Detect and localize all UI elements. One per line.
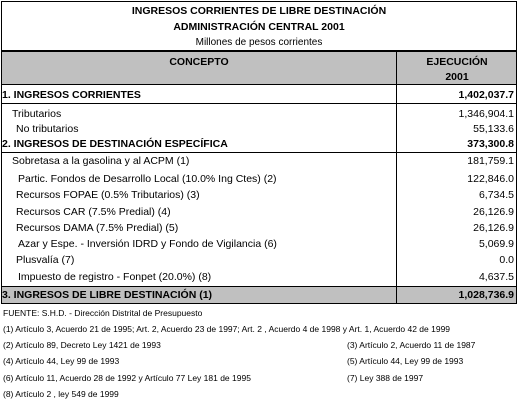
row-separator [1,103,517,104]
footnote-5: (5) Artículo 44, Ley 99 de 1993 [347,356,464,366]
table-row [2,153,516,169]
table-row [2,121,516,137]
row-value: 1,346,904.1 [458,108,514,120]
table-row [2,269,516,285]
table-row [2,136,516,152]
source-note: FUENTE: S.H.D. - Dirección Distrital de Presupuesto [3,308,203,318]
row-label: Recursos CAR (7.5% Predial) (4) [16,206,171,218]
table-row [2,187,516,203]
column-header-ejecucion-label: EJECUCIÓN [426,56,488,68]
report-title: INGRESOS CORRIENTES DE LIBRE DESTINACIÓN [131,5,387,17]
footnote-8: (8) Artículo 2 , ley 549 de 1999 [3,389,119,399]
footnote-7: (7) Ley 388 de 1997 [347,373,424,383]
table-header [1,51,517,85]
row-label: 1. INGRESOS CORRIENTES [2,89,141,101]
row-value: 1,402,037.7 [458,89,514,101]
row-value: 26,126.9 [473,206,514,218]
table-row [2,204,516,220]
total-row-content [2,287,516,303]
row-value: 122,846.0 [467,173,514,185]
column-header-concepto: CONCEPTO [2,52,397,84]
title-block [1,1,517,51]
footnote-6: (6) Artículo 11, Acuerdo 28 de 1992 y Artículo 77 Ley 181 de 1995 [3,373,251,383]
row-value: 373,300.8 [467,138,514,150]
table-row [2,106,516,122]
table-row [2,171,516,187]
row-label: Recursos FOPAE (0.5% Tributarios) (3) [16,189,200,201]
row-label: Tributarios [12,108,62,120]
row-value: 6,734.5 [478,189,514,201]
footnote-4: (4) Artículo 44, Ley 99 de 1993 [3,356,120,366]
footnote-2: (2) Artículo 89, Decreto Ley 1421 de 1993 [3,340,161,350]
row-value: 181,759.1 [467,155,514,167]
column-header-year: 2001 [445,71,469,83]
row-label: Plusvalía (7) [16,254,75,266]
row-label: 2. INGRESOS DE DESTINACIÓN ESPECÍFICA [2,138,228,150]
total-value: 1,028,736.9 [458,289,514,301]
row-label: Azar y Espe. - Inversión IDRD y Fondo de Vigilancia (6) [18,238,277,250]
footnote-1: (1) Artículo 3, Acuerdo 21 de 1995; Art. 2, Acuerdo 23 de 1997; Art. 2 , Acuerdo 4 de 1998 y Art. 1, Acuerdo 42 de 1999 [3,324,451,334]
table-row [2,220,516,236]
row-label: Impuesto de registro - Fonpet (20.0%) (8) [18,271,212,283]
row-label: Recursos DAMA (7.5% Predial) (5) [16,222,179,234]
row-value: 55,133.6 [473,123,514,135]
column-header-ejecucion [397,52,517,84]
row-label: No tributarios [16,123,79,135]
row-value: 26,126.9 [473,222,514,234]
row-value: 0.0 [499,254,514,266]
total-label: 3. INGRESOS DE LIBRE DESTINACIÓN (1) [2,289,213,301]
row-label: Partic. Fondos de Desarrollo Local (10.0% Ing Ctes) (2) [18,173,277,185]
row-value: 5,069.9 [478,238,514,250]
row-value: 4,637.5 [478,271,514,283]
units-note: Millones de pesos corrientes [195,37,323,48]
table-row [2,236,516,252]
footnote-3: (3) Artículo 2, Acuerdo 11 de 1987 [347,340,476,350]
row-label: Sobretasa a la gasolina y al ACPM (1) [12,155,190,167]
table-row [2,87,516,103]
table-row [2,252,516,268]
report-subtitle: ADMINISTRACIÓN CENTRAL 2001 [173,21,345,33]
